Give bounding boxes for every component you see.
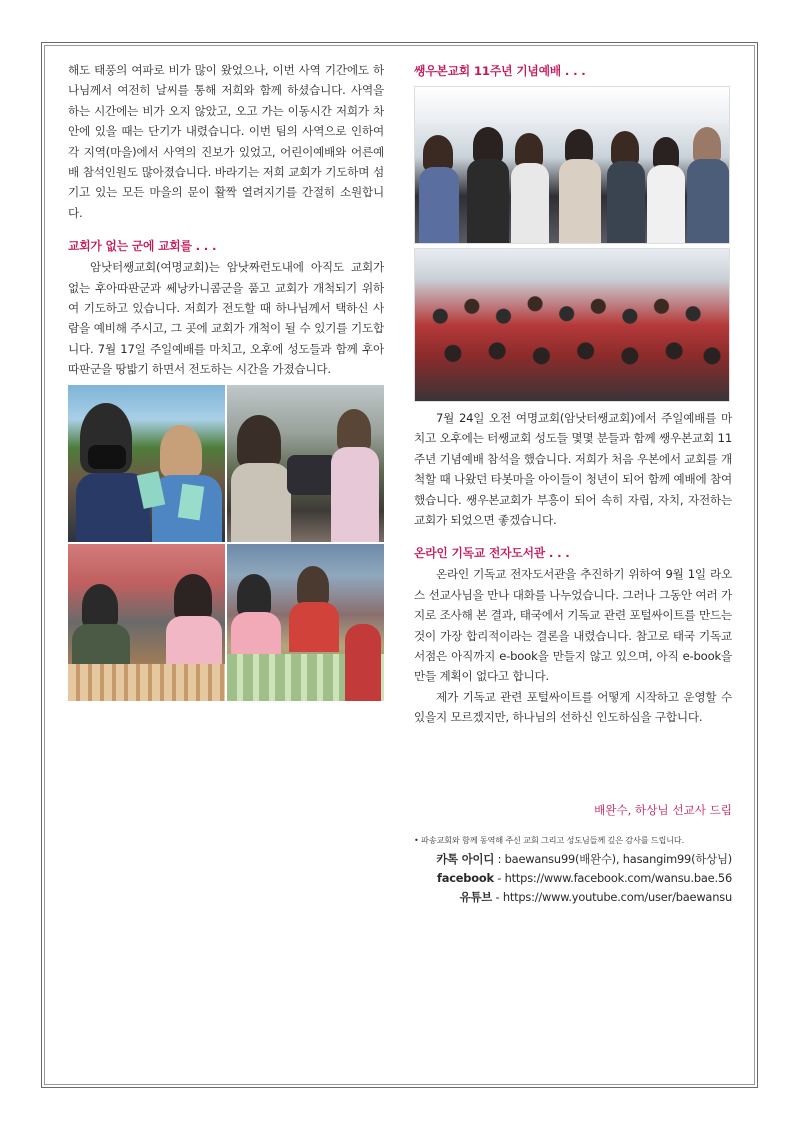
ebook-paragraph-2: 제가 기독교 관련 포털싸이트를 어떻게 시작하고 운영할 수 있을지 모르겠지만, 하나님의 선하신 인도하심을 구합니다.: [414, 689, 732, 725]
photo-market-selfie: [68, 385, 225, 542]
evangelism-photo-collage: [68, 385, 384, 701]
photo-street-evangelism: [227, 385, 384, 542]
left-column: [68, 60, 384, 701]
section-title-no-church: 교회가 없는 군에 교회를 . . .: [68, 239, 217, 254]
signature: 배완수, 하상님 선교사 드림: [594, 803, 732, 817]
photo-egg-stall: [68, 544, 225, 701]
youtube-link[interactable]: - https://www.youtube.com/user/baewansu: [492, 890, 732, 904]
anniversary-paragraph: 7월 24일 오전 여명교회(암낫터쌩교회)에서 주일예배를 마치고 오후에는 터쌩교회 성도들 몇몇 분들과 함께 쌩우본교회 11주년 기념예배 참석을 했습니다. 저희가 처음 우본에서 교회를 개척할 때 나왔던 타봇마을 아이들이 청년이 되어 함께 예배에 참여했습니다. 쌩우본교회가 부흥이 되어 속히 자립, 자치, 자전하는 교회가 되었으면 좋겠습니다.: [414, 411, 732, 528]
no-church-paragraph: 암낫터쌩교회(여명교회)는 암낫짜런도내에 아직도 교회가 없는 후아따판군과 쎄낭카니콤군을 품고 교회가 개척되기 위하여 기도하고 있습니다. 저희가 전도할 때 하나님께서 택하신 사람을 예비해 주시고, 그 곳에 교회가 개척이 될 수 있기를 기도합니다. 7월 17일 주일예배를 마치고, 오후에 성도들과 함께 후아따판군을 땅밟기 하면서 전도하는 시간을 가졌습니다.: [68, 260, 384, 377]
intro-paragraph: 해도 태풍의 여파로 비가 많이 왔었으나, 이번 사역 기간에도 하나님께서 여전히 날씨를 통해 저희와 함께 하셨습니다. 사역을 하는 시간에는 비가 오지 않았고, 오고 가는 이동시간 저희가 차안에 있을 때는 단기가 내렸습니다. 이번 팀의 사역으로 인하여 각 지역(마을)에서 사역의 진보가 있었고, 어린이예배와 어른예배 참석인원도 많아졌습니다. 바라기는 저희 교회가 기도하며 섬기고 있는 모든 마을의 문이 활짝 열려지기를 간절히 소원합니다.: [68, 63, 384, 220]
contact-facebook: [414, 869, 732, 888]
photo-anniversary-group-small: [414, 86, 730, 244]
kakao-label: 카톡 아이디: [436, 852, 495, 866]
photo-anniversary-congregation: [414, 248, 730, 402]
facebook-link[interactable]: - https://www.facebook.com/wansu.bae.56: [493, 871, 732, 885]
youtube-label: 유튜브: [459, 890, 493, 904]
thanks-note: • 파송교회와 함께 동역해 주신 교회 그리고 성도님들께 깊은 감사를 드립니다.: [414, 835, 685, 845]
kakao-value: : baewansu99(배완수), hasangim99(하상님): [494, 852, 732, 866]
contact-kakao: [414, 850, 732, 869]
ebook-paragraph-1: 온라인 기독교 전자도서관을 추진하기 위하여 9월 1일 라오스 선교사님을 만나 대화를 나누었습니다. 그러나 그동안 여러 가지로 조사해 본 결과, 태국에서 기독교 관련 포털싸이트를 만드는 것이 가장 합리적이라는 결론을 내렸습니다. 참고로 태국 기독교 서점은 아직까지 e-book을 만들지 않고 있으며, 아직 e-book을 만들 계획이 없다고 합니다.: [414, 567, 732, 684]
section-title-anniversary: 쌩우본교회 11주년 기념예배 . . .: [414, 64, 586, 78]
contact-youtube: [414, 888, 732, 907]
contact-block: [414, 850, 732, 907]
section-title-ebook-library: 온라인 기독교 전자도서관 . . .: [414, 546, 570, 561]
photo-vegetable-stall: [227, 544, 384, 701]
facebook-label: facebook: [436, 871, 494, 885]
right-column: [414, 60, 732, 728]
